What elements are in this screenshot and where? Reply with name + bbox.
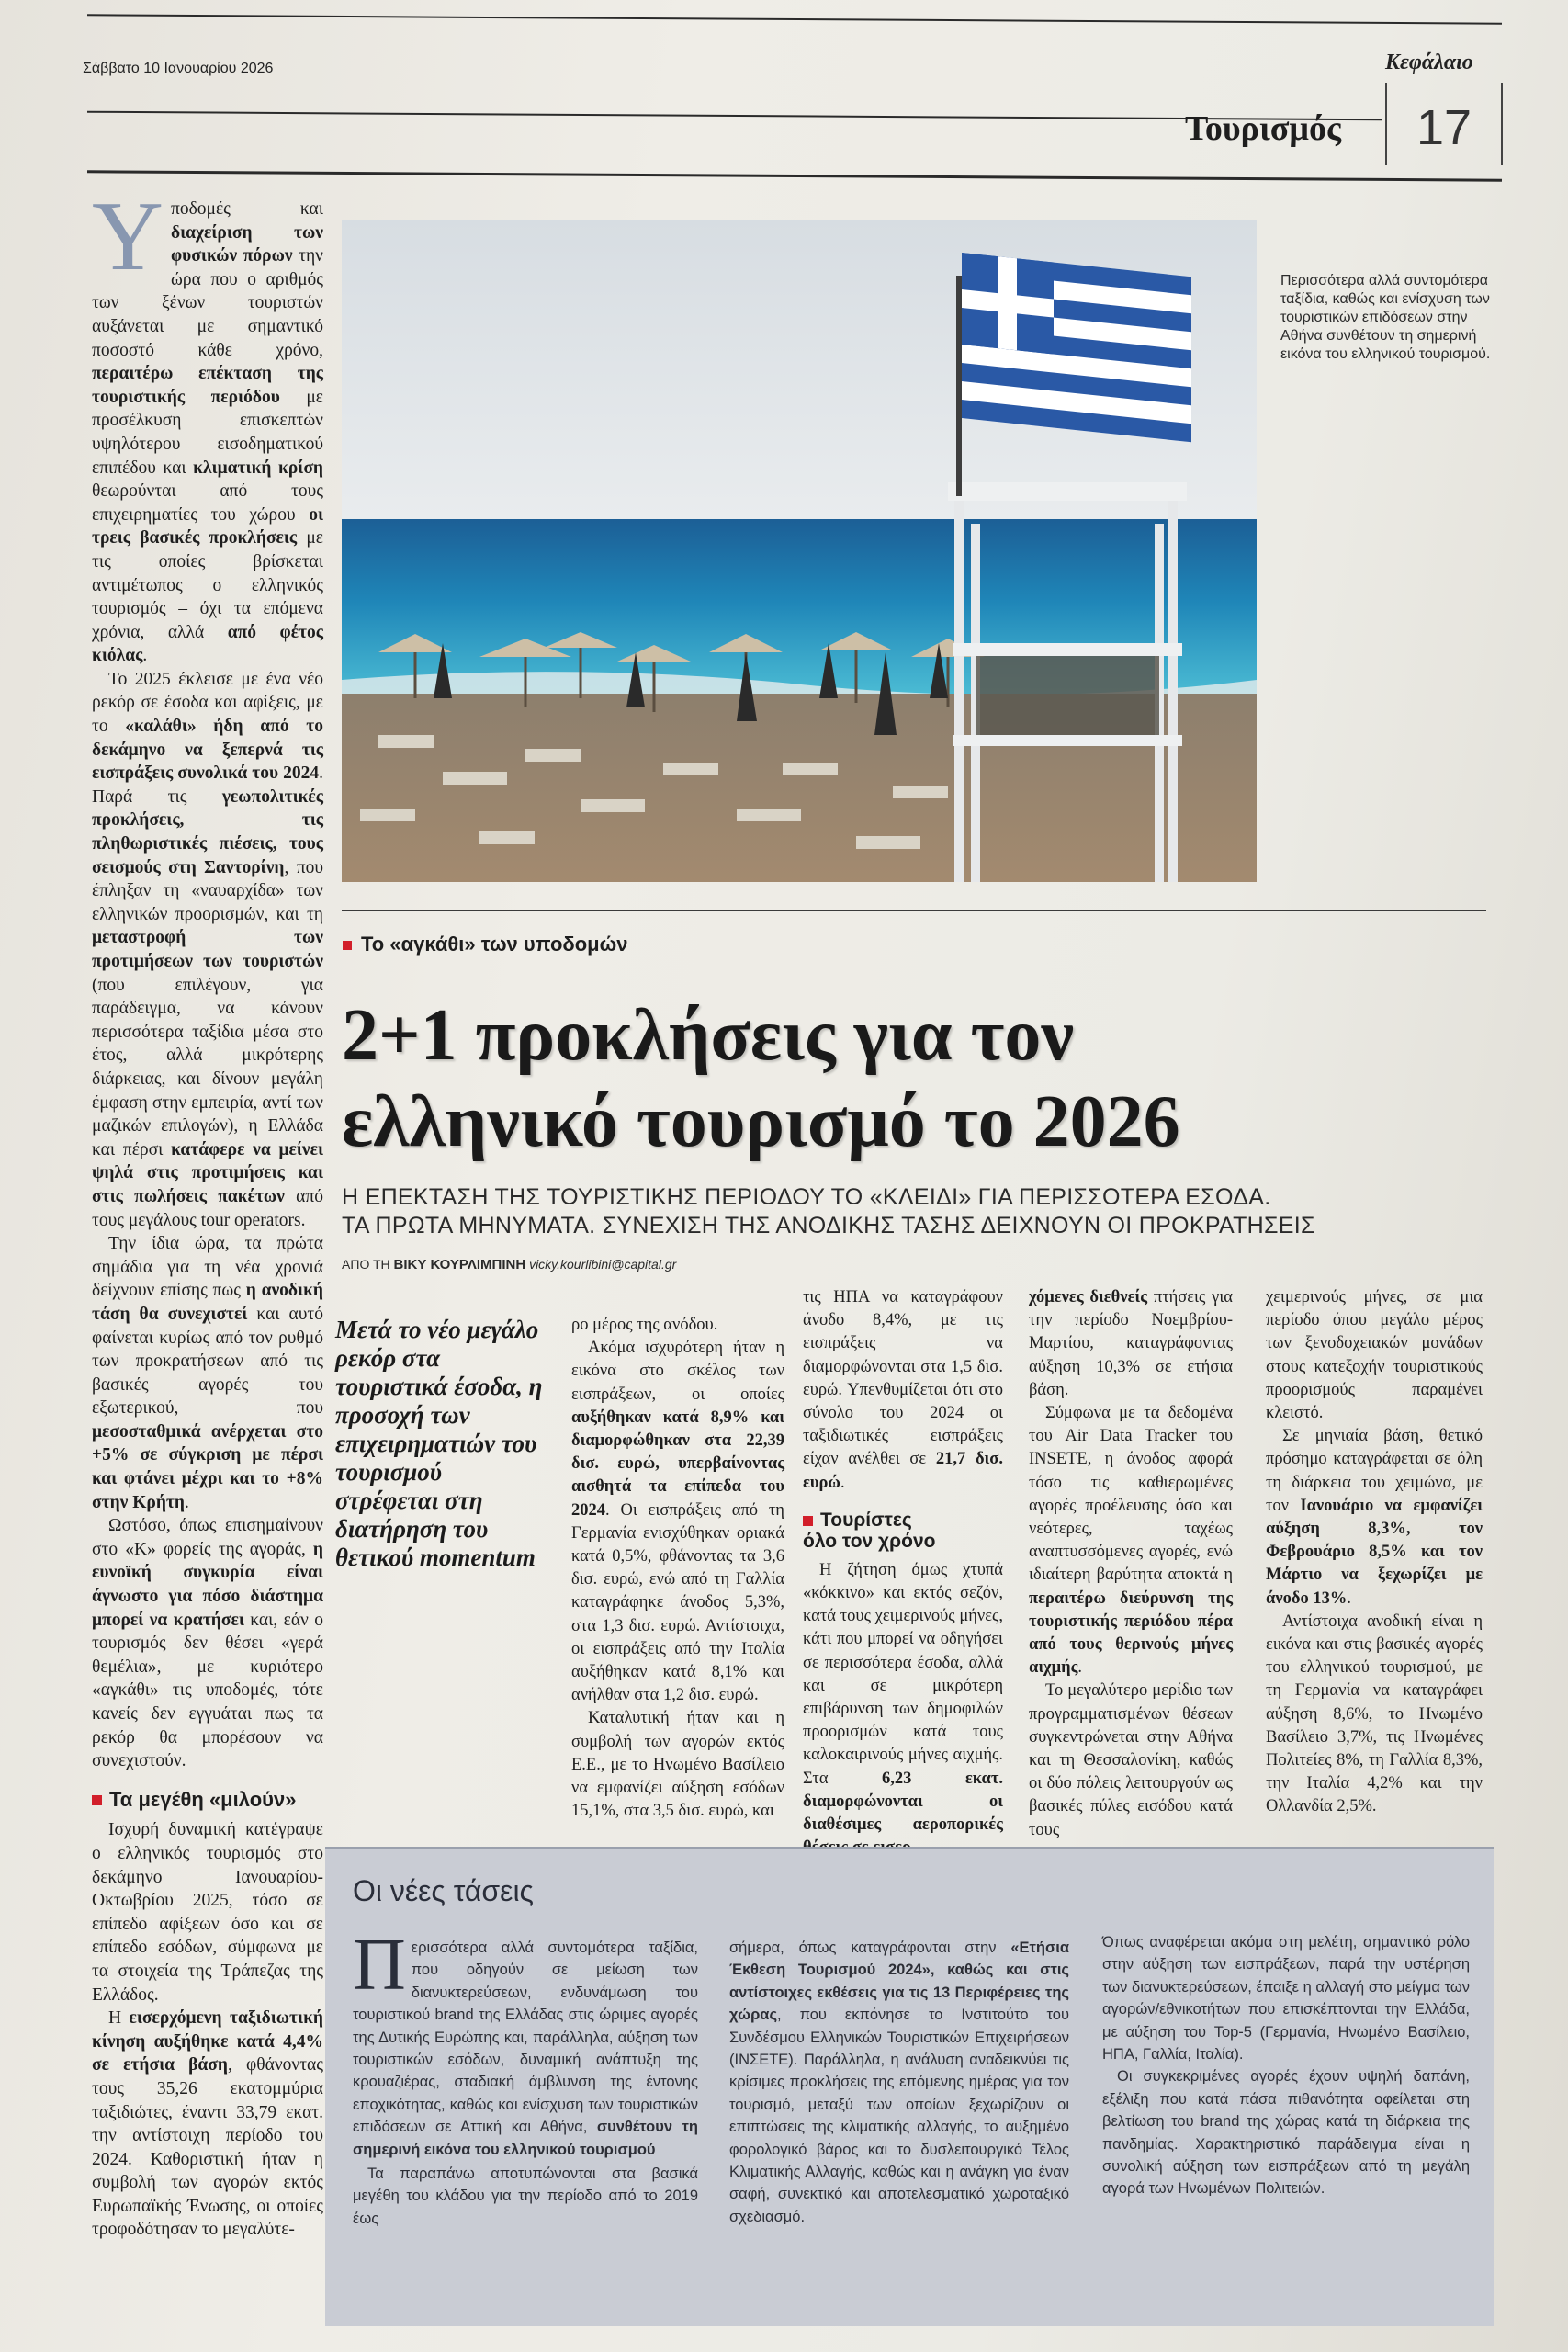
issue-date: Σάββατο 10 Ιανουαρίου 2026 [83, 61, 274, 76]
masthead-logo: Κεφάλαιο [1385, 51, 1473, 74]
trends-box-title: Οι νέες τάσεις [353, 1874, 534, 1907]
trends-column-3: Όπως αναφέρεται ακόμα στη μελέτη, σημαντικό ρόλο στην αύξηση των εισπράξεων, παρά την υστέρηση των διανυκτερεύσεων, έπαιξε η αλλαγή στο μείγμα των αγορών/εθνικοτήτων που επισκέπτονται την Ελλάδα, με αύξηση του Top-5 (Γερμανία, Ηνωμένο Βασίλειο, ΗΠΑ, Γαλλία, Ιταλία). Οι συγκεκριμένες αγορές έχουν υψηλή δαπάνη, εξέλιξη που κατά πάσα πιθανότητα οφείλεται στη βελτίωση του brand της χώρας κατά τη διάρκεια της πανδημίας. Χαρακτηριστικό παράδειγμα είναι η συνολική αύξηση των εισπράξεων από τη μεγάλη αγορά των Ηνωμένων Πολιτειών. [1102, 1934, 1470, 2198]
red-square-icon [803, 1516, 813, 1526]
page-number: 17 [1416, 100, 1472, 155]
beach-photo [342, 220, 1257, 882]
red-square-icon [92, 1795, 102, 1805]
trends-drop-cap: Π [353, 1925, 406, 2006]
section-rule [87, 170, 1502, 181]
pull-quote: Μετά το νέο μεγάλο ρεκόρ στα τουριστικά έσοδα, η προσοχή των επιχειρηματιών του τουρισμού στρέφεται στη διατήρηση του θετικού momentum [335, 1316, 543, 1571]
article-column-3: τις ΗΠΑ να καταγράφουν άνοδο 8,4%, με τις εισπράξεις να διαμορφώνονται στα 1,5 δισ. ευρώ. Υπενθυμίζεται ότι στο σύνολο του 2024 οι ταξιδιωτικές εισπράξεις είχαν ανέλθει σε 21,7 δισ. ευρώ. Τουρίστες όλο τον χρόνο Η ζήτηση όμως χτυπά «κόκκινο» και εκτός σεζόν, κατά τους χειμερινούς μήνες, κάτι που μπορεί να οδηγήσει σε περισσότερα έσοδα, αλλά και σε μικρότερη επιβάρυνση των δημοφιλών προορισμών κατά τους καλοκαιρινούς μήνες αιχμής. Στα 6,23 εκατ. διαμορφώνονται οι διαθέσιμες αεροπορικές [803, 1288, 1003, 1835]
article-column-1: Υ ποδομές και διαχείριση των φυσικών πόρων την ώρα που ο αριθμός των ξένων τουριστών αυξάνεται με σημαντικό ποσοστό κάθε χρόνο, περαιτέρω επέκταση της τουριστικής περιόδου με προσέλκυση επισκεπτών υψηλότερου εισοδηματικού επιπέδου και κλιματική κρίση θεωρούνται από τους επιχειρηματίες του χώρου οι τρεις βασικές προκλήσεις με τις οποίες βρίσκεται αντιμέτωπος ο ελληνικός τουρισμός – όχι τα επόμενα χρόνια, αλλά από φέτος κιόλας. Το 2025 έκλεισε με ένα νέο ρεκόρ σε έσοδα και αφίξεις, με το «καλάθι» ήδη από το δεκάμηνο να ξεπερνά τις εισπράξεις συνολικά του 2024. Παρά τις γεωπολιτικές προκλήσεις, τις πληθωριστικές πιέσεις, τους σεισμούς στη Σαντορίνη, που έπληξαν τη «ναυαρχίδα» των ελληνικών προορισμών, και τη μεταστροφή των προτιμήσεων των τουριστών (που επιλέγουν, για παράδειγμα, να κάνουν περισσότερα ταξίδια μέσα στο έτος, αλλά μικρότερης διάρκειας, και δίνουν μεγάλη έμφαση στην εμπειρία, αντί των μαζικών επιλογών), η Ελλάδα και πέρσι κατάφερε να μείνει ψηλά στις προτιμήσεις και στις πωλήσεις πακέτων από τους μεγάλους tour operators. Την ίδια ώρα, τα πρώτα σημάδια για τη νέα χρονιά δείχνουν επίσης πως η ανοδική τάση θα συνεχιστεί και αυτό φαίνεται κυρίως από τον ρυθμό των προκρατήσεων από τις βασικές αγορές του εξωτερικού, που μεσοσταθμικά ανέρχεται στο +5% σε σύγκριση με πέρσι και φτάνει μέχρι και το +8% στην Κρήτη. Ωστόσο, όπως επισημαίνουν στο «Κ» φορείς της αγοράς, η ευνοϊκή συγκυρία είναι άγνωστο για πόσο διάστημα μπορεί να κρατήσει και, εάν ο τουρισμός δεν θέσει «γερά θεμέλια», με κυριότερο «αγκάθι» τις υποδομές, τότε κανείς δεν εγγυάται πως τα ρεκόρ θα μπορέσουν να συνεχιστούν. Τα μεγέθη «μιλούν» Ισχυρή δυναμική κατέγραψε ο ελληνικός τουρισμός στο δεκάμηνο Ιανουαρίου-Οκτωβρίου 2025, τόσο σε επίπεδο αφίξεων όσο και σε επίπεδο εσόδων, σύμφωνα με τα στοιχεία της Τράπεζας της Ελλάδος. Η εισερχόμενη ταξιδιωτική κίνηση αυξήθηκε κατά 4,4% σε ετήσια βάση, φθάνοντας τους 35,26 εκατομμύρια ταξιδιώτες, έναντι 33,79 εκατ. την αντίστοιχη περίοδο του 2024. Καθοριστική ήταν η συμβολή των αγορών εκτός Ευρωπαϊκής Ένωσης, οι οποίες τροφοδότησαν το μεγαλύτε- [92, 182, 324, 2240]
subhead-tourists-all-year: Τουρίστες όλο τον χρόνο [803, 1509, 936, 1552]
red-square-icon [343, 941, 352, 950]
header-top-rule [87, 14, 1502, 24]
photo-caption: Περισσότερα αλλά συντομότερα ταξίδια, καθώς και ενίσχυση των τουριστικών επιδόσεων στην Αθήνα συνθέτουν τη σημερινή εικόνα του ελληνικού τουρισμού. [1280, 273, 1491, 362]
trends-column-2: σήμερα, όπως καταγράφονται στην «Ετήσια Έκθεση Τουρισμού 2024», καθώς και στις αντίστοιχες εκθέσεις για τις 13 Περιφέρειες της χώρας, που εκπόνησε το Ινστιτούτο του Συνδέσμου Ελληνικών Τουριστικών Επιχειρήσεων (ΙΝΣΕΤΕ). Παράλληλα, η ανάλυση αναδεικνύει τις κρίσιμες προκλήσεις της επόμενης ημέρας για τον τουρισμό, μεταξύ των οποίων ξεχωρίζουν οι επιπτώσεις της κλιματικής αλλαγής, το αυξημένο φορολογικό βάρος και το δυσλειτουργικό Τέλος Κλιματικής Αλλαγής, καθώς και η ανάγκη για έναν σαφή, συνεκτικό και αποτελεσματικό χωροταξικό σχεδιασμό. [729, 1939, 1069, 2225]
author-email: vicky.kourlibini@capital.gr [529, 1257, 677, 1272]
article-column-4: χόμενες διεθνείς πτήσεις για την περίοδο Νοεμβρίου-Μαρτίου, καταγράφοντας αύξηση 10,3% σε ετήσια βάση. Σύμφωνα με τα δεδομένα του Air Data Tracker του INSETE, η άνοδος αφορά τόσο τις καθιερωμένες αγορές προέλευσης όσο και νεότερες, ταχέως αναπτυσσόμενες αγορές, ενώ ιδιαίτερη βαρύτητα αποκτά η περαιτέρω διεύρυνση της τουριστικής περιόδου πέρα από τους θερινούς μήνες αιχμής. Το μεγαλύτερο μερίδιο των προγραμματισμένων θέσεων συγκεντρώνεται στην Αθήνα και τη Θεσσαλονίκη, καθώς οι δύο πόλεις λειτουργούν ως βασικές πύλες εισόδου κατά τους [1029, 1288, 1233, 1839]
article-column-2: ρο μέρος της ανόδου. Ακόμα ισχυρότερη ήταν η εικόνα στο σκέλος των εισπράξεων, οι οποίες αυξήθηκαν κατά 8,9% και διαμορφώθηκαν στα 22,39 δισ. ευρώ, υπερβαίνοντας αισθητά τα επίπεδα του 2024. Οι εισπράξεις από τη Γερμανία ενισχύθηκαν οριακά κατά 0,5%, φθάνοντας τα 3,6 δισ. ευρώ, ενώ από τη Γαλλία καταγράφηκε άνοδος 5,3%, στα 1,3 δισ. ευρώ. Αντίστοιχα, οι εισπράξεις από την Ιταλία αυξήθηκαν κατά 8,1% και ανήλθαν στα 1,2 δισ. ευρώ. Καταλυτική ήταν και η συμβολή των αγορών εκτός Ε.Ε., με το Ηνωμένο Βασίλειο να εμφανίζει αύξηση εσόδων 15,1%, στα 3,5 δισ. ευρώ, και [571, 1316, 784, 1821]
trends-column-1: Περισσότερα αλλά συντομότερα ταξίδια, που οδηγούν σε μείωση των διανυκτερεύσεων, ενδυνάμωση του τουριστικού brand της Ελλάδας στις ώριμες αγορές της Δυτικής Ευρώπης και, παράλληλα, αύξηση των τουριστικών εσόδων, δυναμική ανάπτυξη της κρουαζιέρας, σταδιακή άμβλυνση της έντονης εποχικότητας, καθώς και ενίσχυση των τουριστικών επιδόσεων σε Αττική και Αθήνα, συνθέτουν τη σημερινή εικόνα του ελληνικού τουρισμού Τα παραπάνω αποτυπώνονται στα βασικά μεγέθη του κλάδου για την περίοδο από το 2019 έως [353, 1925, 698, 2227]
article-headline: 2+1 προκλήσεις για τον ελληνικό τουρισμό το 2026 [342, 995, 1180, 1162]
kicker: Το «αγκάθι» των υποδομών [343, 933, 627, 956]
trends-box [325, 1847, 1494, 2326]
kicker-rule [342, 910, 1486, 911]
section-title: Τουρισμός [1185, 109, 1341, 148]
article-column-5: χειμερινούς μήνες, σε μια περίοδο όπου μεγάλο μέρος των ξενοδοχειακών μονάδων στους κατεξοχήν τουριστικούς προορισμούς παραμένει κλειστό. Σε μηνιαία βάση, θετικό πρόσημο καταγράφεται σε όλη τη διάρκεια του χειμώνα, με τον Ιανουάριο να εμφανίζει αύξηση 8,3%, τον Φεβρουάριο 8,5% και τον Μάρτιο να ξεχωρίζει με άνοδο 13%. Αντίστοιχα ανοδική είναι η εικόνα και στις βασικές αγορές του ελληνικού τουρισμού, με τη Γερμανία να καταγράφει αύξηση 8,6%, το Ηνωμένο Βασίλειο 3,7%, τις Ηνωμένες Πολιτείες 8%, τη Γαλλία 8,3%, την Ιταλία 4,2% και την Ολλανδία 2,5%. [1266, 1288, 1483, 1816]
drop-cap: Υ [92, 182, 164, 291]
byline: ΑΠΟ ΤΗ ΒΙΚΥ ΚΟΥΡΛΙΜΠΙΝΗ vicky.kourlibini@capital.gr [342, 1257, 677, 1272]
article-deck: Η ΕΠΕΚΤΑΣΗ ΤΗΣ ΤΟΥΡΙΣΤΙΚΗΣ ΠΕΡΙΟΔΟΥ ΤΟ «ΚΛΕΙΔΙ» ΓΙΑ ΠΕΡΙΣΣΟΤΕΡΑ ΕΣΟΔΑ. ΤΑ ΠΡΩΤΑ ΜΗΝΥΜΑΤΑ. ΣΥΝΕΧΙΣΗ ΤΗΣ ΑΝΟΔΙΚΗΣ ΤΑΣΗΣ ΔΕΙΧΝΟΥΝ ΟΙ ΠΡΟΚΡΑΤΗΣΕΙΣ [342, 1184, 1315, 1238]
subhead-sizes-speak: Τα μεγέθη «μιλούν» [92, 1788, 323, 1812]
